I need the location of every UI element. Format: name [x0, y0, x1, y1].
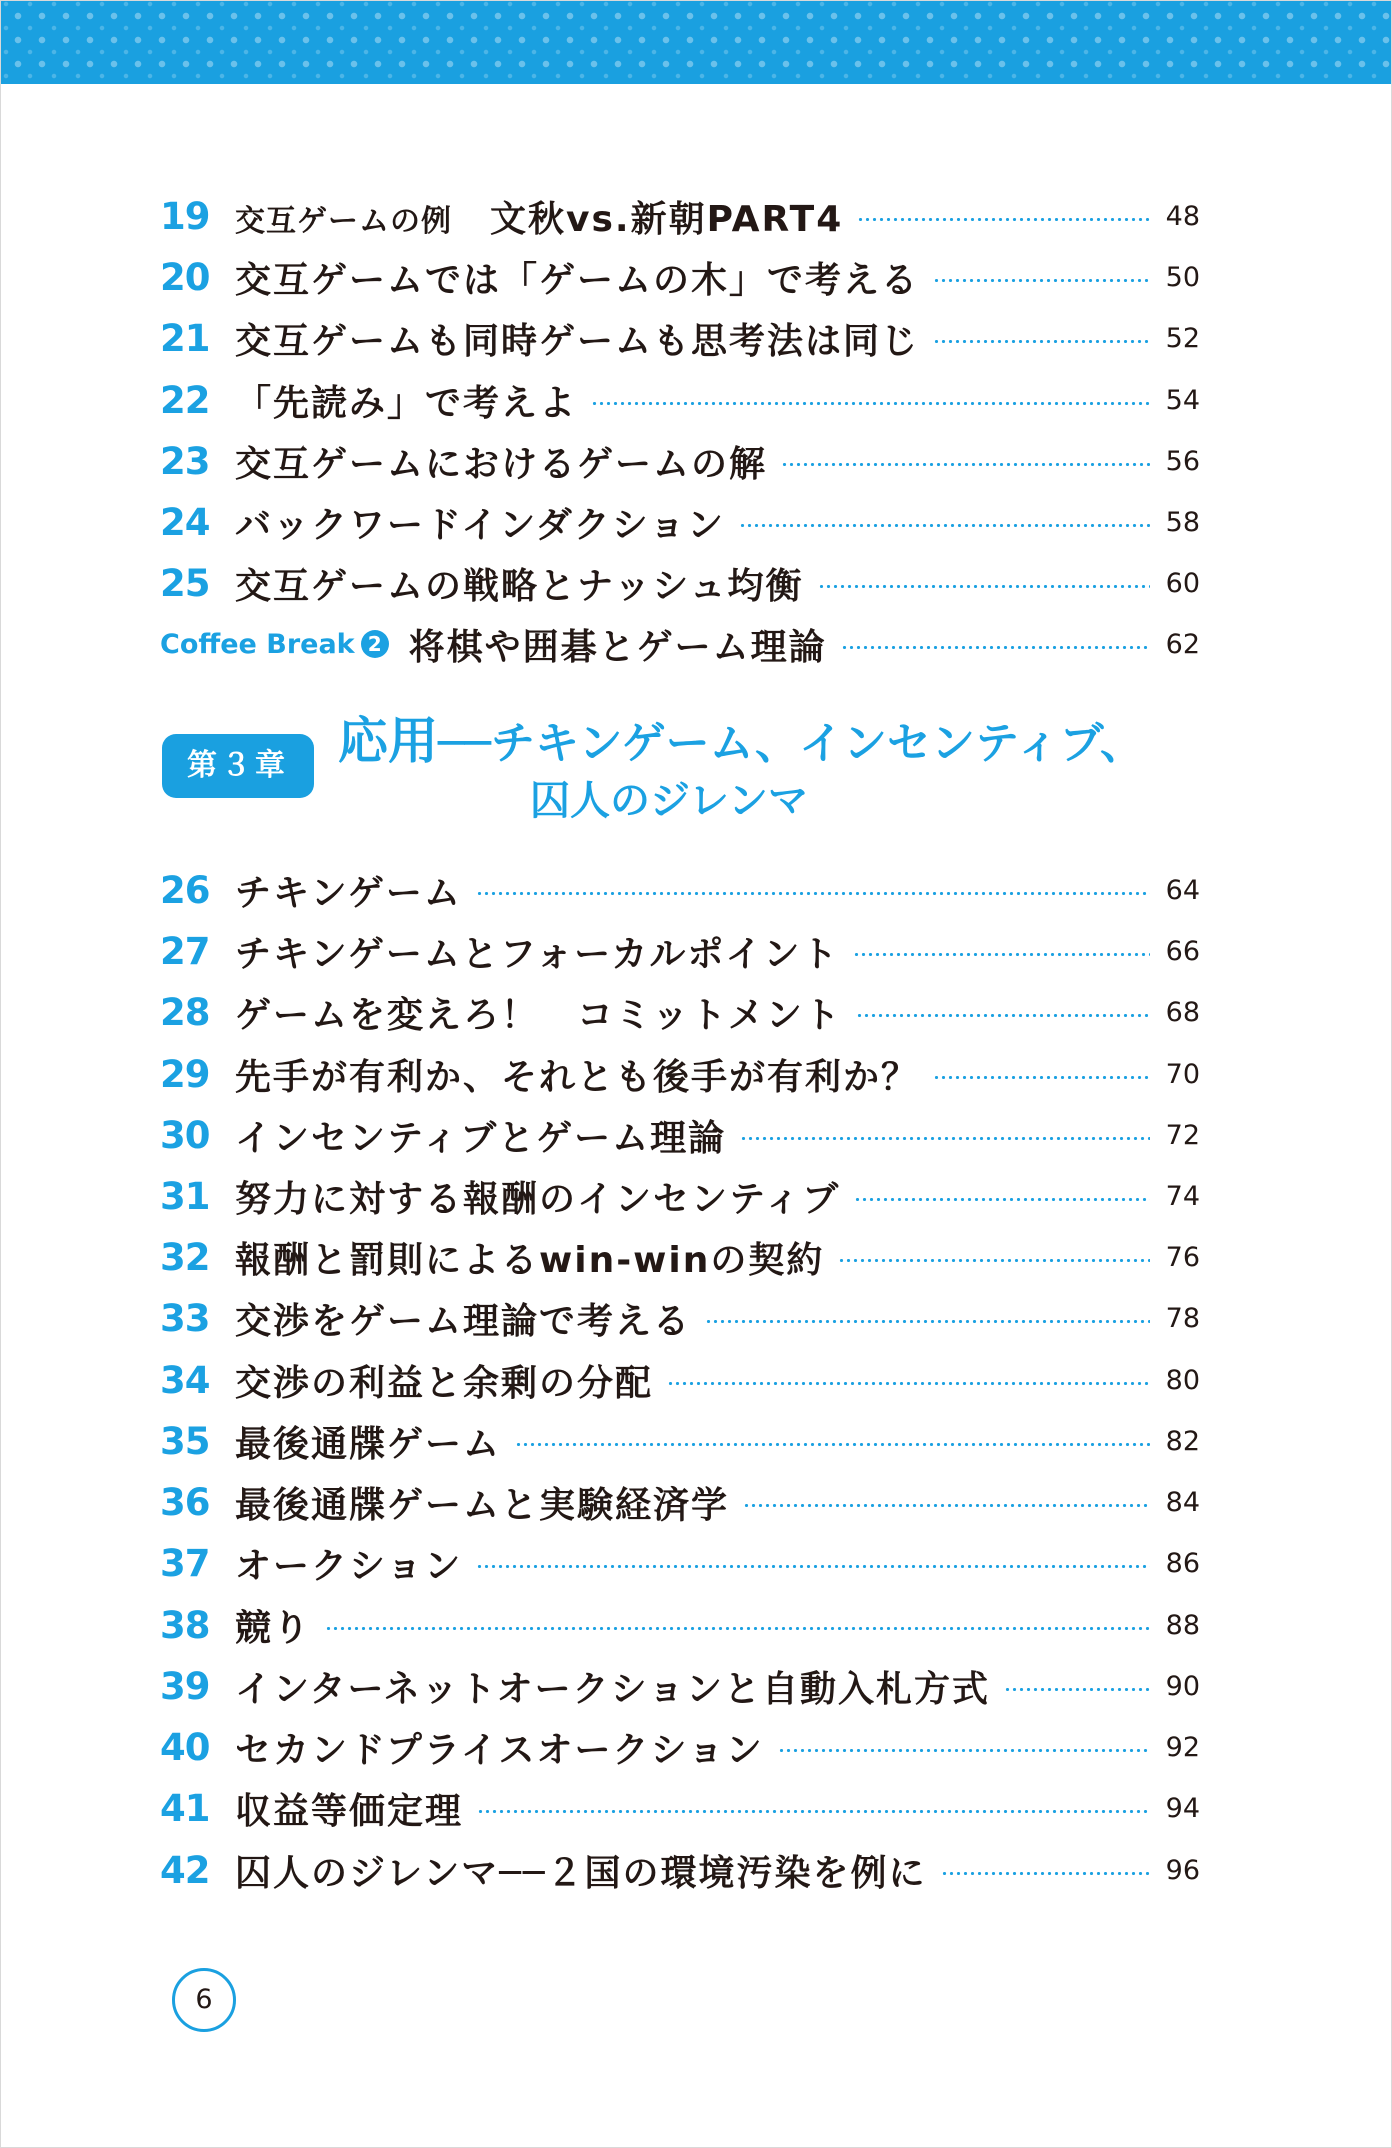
coffee-break-label: [160, 629, 389, 660]
leader-dots: [841, 646, 1150, 649]
entry-title: オークション: [235, 1545, 463, 1587]
entry-title: セカンドプライスオークション: [235, 1729, 764, 1771]
entry-page: 50: [1165, 261, 1200, 293]
leader-dots: [778, 1749, 1150, 1752]
entry-title: 将棋や囲碁とゲーム理論: [408, 626, 827, 668]
entry-number: 30: [160, 1113, 210, 1157]
entry-title: チキンゲームとフォーカルポイント: [235, 933, 840, 975]
leader-dots: [941, 1872, 1150, 1875]
entry-number: 41: [160, 1786, 210, 1830]
leader-dots: [853, 953, 1150, 956]
entry-title: 最後通牒ゲーム: [235, 1423, 502, 1465]
entry-title: 交渉の利益と余剰の分配: [235, 1362, 654, 1404]
toc-entry[interactable]: [160, 1229, 1200, 1285]
leader-dots: [856, 1014, 1150, 1017]
entry-title: 交互ゲームも同時ゲームも思考法は同じ: [235, 320, 920, 362]
entry-title: 収益等価定理: [235, 1790, 464, 1832]
leader-dots: [854, 1198, 1150, 1201]
toc-entry[interactable]: [160, 188, 1200, 244]
leader-dots: [1004, 1688, 1150, 1691]
leader-dots: [591, 402, 1150, 405]
entry-number: 33: [160, 1296, 210, 1340]
entry-title: 最後通牒ゲームと実験経済学: [235, 1484, 730, 1526]
entry-page: 90: [1165, 1670, 1200, 1702]
chapter-title-lead: 応用: [338, 712, 438, 770]
leader-dots: [325, 1627, 1150, 1630]
entry-title: チキンゲーム: [235, 872, 462, 914]
page-number: 6: [172, 1968, 236, 2032]
entry-number: 24: [160, 500, 210, 544]
entry-page: 64: [1165, 874, 1200, 906]
entry-page: 66: [1165, 935, 1200, 967]
leader-dots: [857, 218, 1150, 221]
leader-dots: [477, 1810, 1150, 1813]
entry-title: 交互ゲームの戦略とナッシュ均衡: [235, 565, 804, 607]
entry-title-prefix: 交互ゲームの例: [235, 203, 452, 239]
entry-page: 70: [1165, 1058, 1200, 1090]
entry-number: 39: [160, 1664, 210, 1708]
entry-title: 報酬と罰則によるwin-winの契約: [235, 1239, 825, 1281]
toc-entry[interactable]: [160, 433, 1200, 489]
leader-dots: [515, 1443, 1150, 1446]
leader-dots: [933, 340, 1150, 343]
entry-page: 82: [1165, 1425, 1200, 1457]
entry-page: 78: [1165, 1302, 1200, 1334]
toc-entry[interactable]: [160, 1352, 1200, 1408]
toc-entry[interactable]: [160, 1290, 1200, 1346]
leader-dots: [705, 1320, 1150, 1323]
entry-title: インターネットオークションと自動入札方式: [235, 1668, 990, 1710]
entry-page: 96: [1165, 1854, 1200, 1886]
chapter-title: [338, 712, 1278, 829]
chapter-badge: 第３章: [162, 734, 314, 798]
entry-page: 60: [1165, 567, 1200, 599]
entry-number: 21: [160, 316, 210, 360]
chapter-title-rest: ──チキンゲーム、インセンティブ、: [438, 718, 1144, 769]
entry-title-main: 文秋vs.新朝PART4: [490, 198, 844, 240]
entry-title: 努力に対する報酬のインセンティブ: [235, 1178, 841, 1220]
entry-title: 囚人のジレンマ──２国の環境汚染を例に: [235, 1852, 927, 1894]
toc-entry[interactable]: [160, 1474, 1200, 1530]
entry-title: 交互ゲームでは「ゲームの木」で考える: [235, 259, 920, 301]
entry-number: 37: [160, 1541, 210, 1585]
entry-title: 交渉をゲーム理論で考える: [235, 1300, 692, 1342]
toc-entry[interactable]: [160, 1658, 1200, 1714]
entry-number: 38: [160, 1603, 210, 1647]
entry-number: 20: [160, 255, 210, 299]
entry-page: 86: [1165, 1547, 1200, 1579]
toc-entry[interactable]: [160, 1535, 1200, 1591]
entry-page: 58: [1165, 506, 1200, 538]
toc-entry[interactable]: [160, 494, 1200, 550]
chapter-heading: [160, 712, 1260, 832]
entry-number: 29: [160, 1052, 210, 1096]
entry-page: 62: [1165, 628, 1200, 660]
toc-entry[interactable]: [160, 1046, 1200, 1102]
entry-number: 22: [160, 378, 210, 422]
entry-number: 26: [160, 868, 210, 912]
leader-dots: [933, 279, 1150, 282]
entry-number: 36: [160, 1480, 210, 1524]
toc-entry[interactable]: [160, 1842, 1200, 1898]
toc-entry[interactable]: [160, 1597, 1200, 1653]
entry-page: 80: [1165, 1364, 1200, 1396]
leader-dots: [476, 892, 1150, 895]
entry-title: インセンティブとゲーム理論: [235, 1117, 727, 1159]
entry-page: 74: [1165, 1180, 1200, 1212]
leader-dots: [933, 1076, 1150, 1079]
chapter-title-line1: [338, 712, 1278, 773]
entry-title: [235, 191, 843, 242]
leader-dots: [781, 463, 1150, 466]
entry-page: 94: [1165, 1792, 1200, 1824]
toc-entry[interactable]: [160, 1168, 1200, 1224]
toc-entry[interactable]: [160, 372, 1200, 428]
leader-dots: [740, 1137, 1150, 1140]
leader-dots: [739, 524, 1150, 527]
entry-title: 先手が有利か、それとも後手が有利か？: [235, 1056, 920, 1098]
toc-entry[interactable]: [160, 1780, 1200, 1836]
entry-page: 88: [1165, 1609, 1200, 1641]
leader-dots: [818, 585, 1150, 588]
toc-entry[interactable]: [160, 1719, 1200, 1775]
chapter-title-line2: 囚人のジレンマ: [530, 778, 808, 824]
entry-title: バックワードインダクション: [235, 504, 726, 546]
entry-page: 56: [1165, 445, 1200, 477]
toc-entry[interactable]: [160, 1107, 1200, 1163]
entry-number: 32: [160, 1235, 210, 1279]
entry-number: 28: [160, 990, 210, 1034]
entry-number: 19: [160, 194, 210, 238]
leader-dots: [667, 1382, 1150, 1385]
entry-number: 25: [160, 561, 210, 605]
entry-title: ゲームを変えろ！ コミットメント: [235, 994, 842, 1036]
entry-number: 35: [160, 1419, 210, 1463]
entry-page: 72: [1165, 1119, 1200, 1151]
entry-number: 27: [160, 929, 210, 973]
entry-page: 54: [1165, 384, 1200, 416]
entry-number: 23: [160, 439, 210, 483]
entry-page: 48: [1165, 200, 1200, 232]
entry-page: 68: [1165, 996, 1200, 1028]
entry-title: 交互ゲームにおけるゲームの解: [235, 443, 768, 485]
entry-number: 42: [160, 1848, 210, 1892]
coffee-break-number: 2: [361, 630, 389, 658]
leader-dots: [743, 1504, 1150, 1507]
toc-entry[interactable]: [160, 249, 1200, 305]
entry-page: 76: [1165, 1241, 1200, 1273]
toc-entry[interactable]: [160, 555, 1200, 611]
entry-page: 52: [1165, 322, 1200, 354]
leader-dots: [476, 1565, 1150, 1568]
entry-number: 34: [160, 1358, 210, 1402]
toc-entry[interactable]: [160, 984, 1200, 1040]
entry-title: 「先読み」で考えよ: [235, 382, 578, 424]
coffee-break-text: Coffee Break: [160, 628, 355, 660]
toc-entry[interactable]: [160, 862, 1200, 918]
leader-dots: [838, 1259, 1150, 1262]
toc-entry[interactable]: [160, 310, 1200, 366]
header-band: [0, 0, 1392, 84]
coffee-break-entry[interactable]: [160, 616, 1200, 672]
entry-page: 84: [1165, 1486, 1200, 1518]
toc-entry[interactable]: [160, 923, 1200, 979]
entry-page: 92: [1165, 1731, 1200, 1763]
entry-title: 競り: [235, 1607, 312, 1649]
entry-number: 31: [160, 1174, 210, 1218]
entry-number: 40: [160, 1725, 210, 1769]
toc-entry[interactable]: [160, 1413, 1200, 1469]
